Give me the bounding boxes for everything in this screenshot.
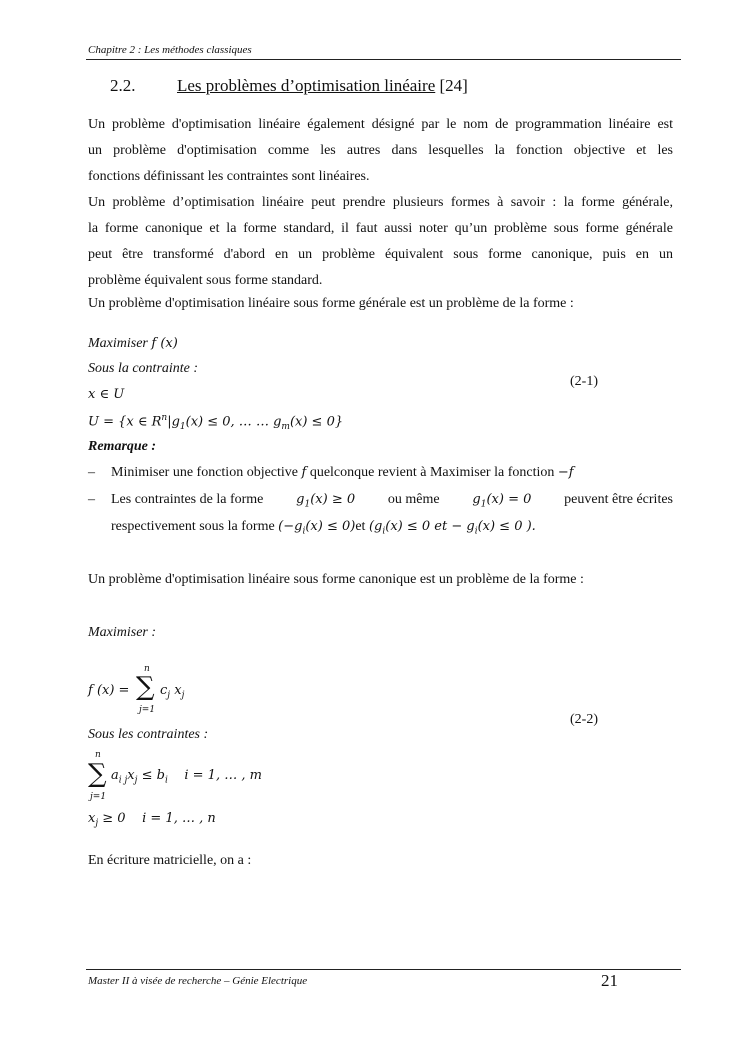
footer-rule (86, 969, 681, 970)
expr-part: i = 1, … , n (142, 811, 216, 826)
section-number: 2.2. (110, 76, 136, 95)
item1-f: f (301, 465, 307, 480)
eq2-sous: Sous les contraintes : (88, 727, 209, 742)
section-heading (110, 76, 468, 96)
eq1-fx: f (x) (151, 336, 178, 351)
eq2-fx: f (x) = (88, 683, 130, 698)
eq1-set-u (88, 413, 343, 432)
expr-sub: j (134, 775, 138, 786)
paragraph-line: peut être transformé d'abord en un problème équivalent sous forme canonique, puis en un (88, 247, 673, 262)
expr-part: i = 1, … , m (184, 768, 262, 783)
item2-sub1: 1 (304, 499, 311, 510)
item1-neg-f: −f (557, 465, 574, 480)
running-header: Chapitre 2 : Les méthodes classiques (88, 44, 252, 56)
expr-part: x (127, 768, 135, 783)
eq2-nonneg (88, 811, 216, 829)
eq1-x-in-u: x ∈ U (88, 387, 125, 402)
eq1-u-1: 1 (179, 421, 186, 432)
item2-text-d: respectivement sous la forme (111, 519, 275, 534)
expr-sub: j (167, 690, 171, 701)
expr-part: ≥ 0 (102, 811, 126, 826)
paragraph-line: fonctions définissant les contraintes sont linéaires. (88, 169, 370, 184)
header-rule (86, 59, 681, 60)
page-number: 21 (601, 971, 618, 990)
section-title: Les problèmes d’optimisation linéaire (177, 76, 436, 95)
list-dash: – (88, 492, 95, 507)
item2-g2: g (472, 492, 481, 507)
remarque-item-2-line-2 (111, 519, 536, 537)
item1-text-a: Minimiser une fonction objective (111, 465, 299, 480)
item2-text-b: ou même (387, 492, 440, 507)
expr-part: (g (368, 519, 383, 534)
item2-ge: (x) ≥ 0 (310, 492, 356, 507)
expr-part: x (88, 811, 96, 826)
eq2-sum2-sigma: ∑ (88, 759, 107, 789)
paragraph-3: Un problème d'optimisation linéaire sous forme générale est un problème de la forme : (88, 296, 574, 311)
paragraph-5: En écriture matricielle, on a : (88, 853, 252, 868)
paragraph-line: problème équivalent sous forme standard. (88, 273, 323, 288)
expr-part: ≤ b (141, 768, 165, 783)
eq2-maximiser: Maximiser : (88, 625, 157, 640)
eq2-sum1-lower: j=1 (139, 705, 156, 715)
remarque-item-2-line-1 (111, 492, 673, 510)
eq2-sum2-upper: n (95, 750, 101, 760)
paragraph-4: Un problème d'optimisation linéaire sous forme canonique est un problème de la forme : (88, 572, 584, 587)
item2-text-c: peuvent être écrites (564, 492, 673, 507)
eq2-constraint (111, 768, 262, 786)
paragraph-1 (88, 112, 673, 190)
eq1-sous: Sous la contrainte : (88, 361, 199, 376)
eq2-number: (2-2) (570, 712, 598, 727)
eq2-sum2-lower: j=1 (90, 792, 107, 802)
expr-sub: i (474, 526, 478, 537)
list-dash: – (88, 465, 95, 480)
item2-expr-1 (278, 519, 356, 537)
expr-sub: i (382, 526, 386, 537)
item2-g1-ge (296, 492, 355, 510)
item2-g1: g (296, 492, 305, 507)
expr-sub: i j (118, 775, 128, 786)
eq2-cjxj (160, 683, 184, 701)
eq1-u-n: n (161, 413, 168, 423)
paragraph-line: un problème d'optimisation comme les autres dans lesquelles la fonction objective et les (88, 143, 673, 158)
eq1-u-mid2: (x) ≤ 0, … … g (185, 414, 282, 430)
footer-text: Master II à visée de recherche – Génie Electrique (88, 975, 308, 987)
expr-part: a (111, 768, 119, 783)
expr-part: c (160, 683, 168, 698)
eq1-u-m: m (281, 421, 290, 432)
eq1-number: (2-1) (570, 374, 598, 389)
expr-sub: i (302, 526, 306, 537)
expr-part: (−g (278, 519, 303, 534)
eq1-u-lhs: U = {x ∈ R (88, 414, 162, 430)
expr-part: (x) ≤ 0 et − g (385, 519, 475, 534)
item2-et: et (355, 519, 366, 534)
expr-part: (x) ≤ 0) (305, 519, 356, 534)
eq2-sum1-upper: n (144, 664, 150, 674)
item2-expr-2 (368, 519, 536, 537)
item2-text-a: Les contraintes de la forme (111, 492, 264, 507)
eq2-sum1-sigma: ∑ (136, 672, 155, 702)
paragraph-line: Un problème d’optimisation linéaire peut prendre plusieurs formes à savoir : la forme générale, (88, 195, 673, 210)
section-ref: [24] (439, 76, 468, 95)
item2-sub2: 1 (480, 499, 487, 510)
remarque-title: Remarque : (88, 439, 157, 454)
expr-part: x (174, 683, 182, 698)
paragraph-line: la forme canonique et la forme standard, il faut aussi noter qu’un problème sous forme générale (88, 221, 673, 236)
expr-sub: j (181, 690, 185, 701)
expr-sub: j (95, 818, 99, 829)
item2-eq: (x) = 0 (486, 492, 532, 507)
expr-sub: i (164, 775, 168, 786)
item2-g1-eq (472, 492, 531, 510)
paragraph-2 (88, 190, 673, 294)
expr-part: (x) ≤ 0 ). (477, 519, 536, 534)
item1-text-b: quelconque revient à Maximiser la fonction (309, 465, 555, 480)
paragraph-line: Un problème d'optimisation linéaire également désigné par le nom de programmation linéaire est (88, 117, 673, 132)
eq1-u-mid: |g (167, 414, 180, 430)
eq1-maximiser: Maximiser (88, 336, 148, 351)
remarque-item-1 (111, 465, 574, 481)
eq1-maximise-line (88, 336, 178, 352)
eq1-u-end: (x) ≤ 0} (289, 414, 344, 430)
